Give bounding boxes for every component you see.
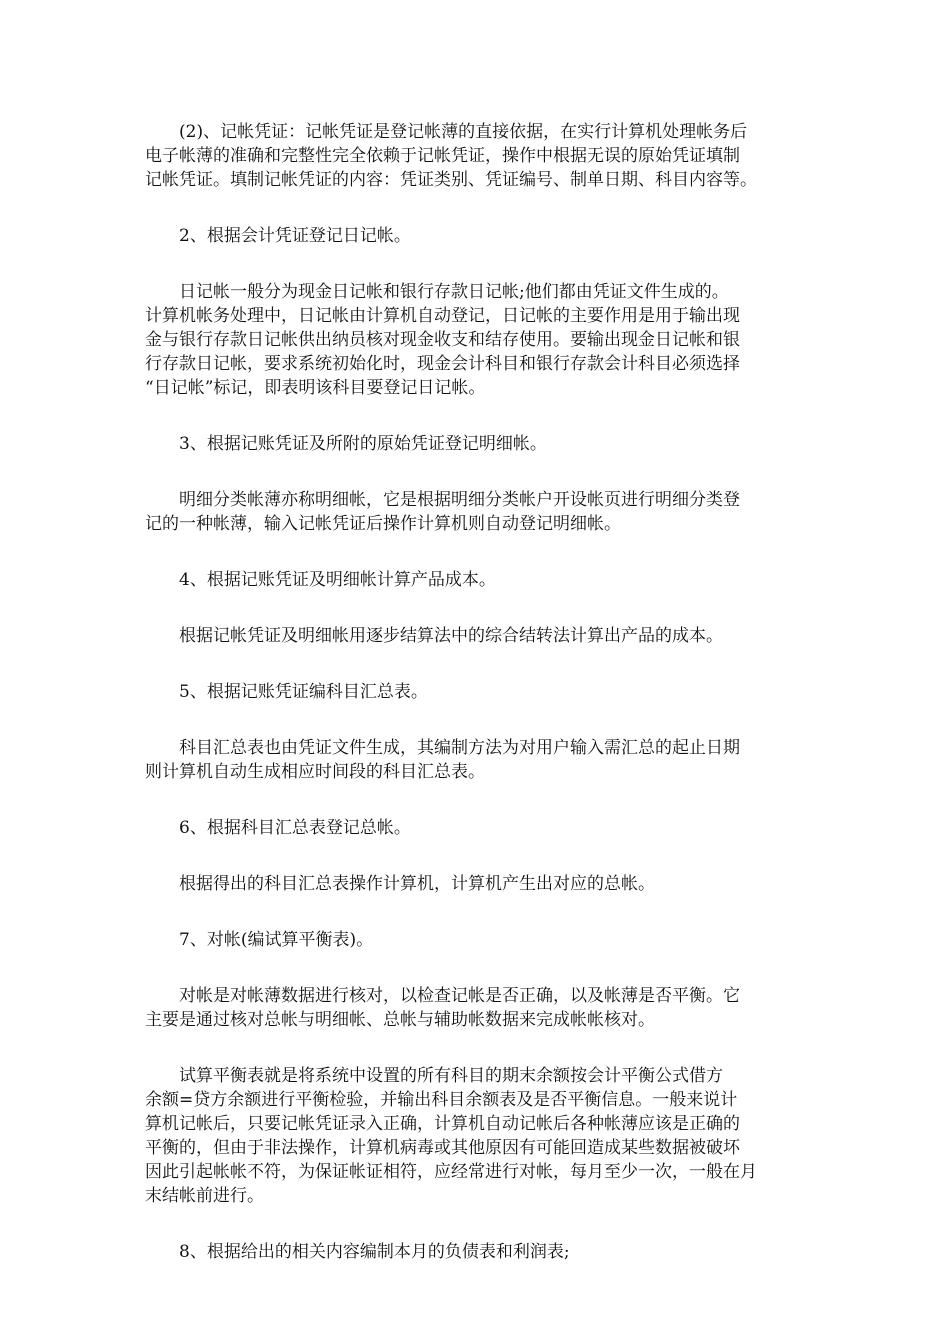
text-line: 则计算机自动生成相应时间段的科目汇总表。 bbox=[145, 762, 485, 782]
text-line: 主要是通过核对总帐与明细帐、总帐与辅助帐数据来完成帐帐核对。 bbox=[145, 1010, 655, 1030]
paragraph-gap bbox=[145, 648, 815, 680]
section-heading bbox=[145, 928, 815, 952]
paragraph-gap bbox=[145, 952, 815, 984]
text-line: 记的一种帐薄，输入记帐凭证后操作计算机则自动登记明细帐。 bbox=[145, 514, 621, 534]
text-line: 科目汇总表也由凭证文件生成，其编制方法为对用户输入需汇总的起止日期 bbox=[179, 738, 740, 758]
text-line: “日记帐”标记，即表明该科目要登记日记帐。 bbox=[145, 378, 486, 398]
text-line: 对帐是对帐薄数据进行核对，以检查记帐是否正确，以及帐薄是否平衡。它 bbox=[179, 986, 740, 1006]
section-heading bbox=[145, 224, 815, 248]
section-heading bbox=[145, 432, 815, 456]
text-line: 根据得出的科目汇总表操作计算机，计算机产生出对应的总帐。 bbox=[179, 874, 655, 894]
paragraph-gap bbox=[145, 192, 815, 224]
paragraph-gap bbox=[145, 704, 815, 736]
document-body bbox=[145, 120, 815, 1264]
text-line: 记帐凭证。填制记帐凭证的内容：凭证类别、凭证编号、制单日期、科目内容等。 bbox=[145, 170, 757, 190]
text-line: 行存款日记帐，要求系统初始化时，现金会计科目和银行存款会计科目必须选择 bbox=[145, 354, 740, 374]
text-line: 7、对帐(编试算平衡表)。 bbox=[179, 930, 374, 950]
text-line: 算机记帐后，只要记帐凭证录入正确，计算机自动记帐后各种帐薄应该是正确的 bbox=[145, 1114, 740, 1134]
text-line: 计算机帐务处理中，日记帐由计算机自动登记，日记帐的主要作用是用于输出现 bbox=[145, 306, 740, 326]
paragraph-gap bbox=[145, 784, 815, 816]
paragraph-gap bbox=[145, 840, 815, 872]
section-heading bbox=[145, 816, 815, 840]
paragraph-gap bbox=[145, 1208, 815, 1240]
text-line: (2)、记帐凭证：记帐凭证是登记帐薄的直接依据，在实行计算机处理帐务后 bbox=[179, 122, 748, 142]
paragraph-gap bbox=[145, 896, 815, 928]
text-line: 6、根据科目汇总表登记总帐。 bbox=[179, 818, 411, 838]
body-paragraph bbox=[145, 280, 815, 400]
paragraph-gap bbox=[145, 592, 815, 624]
text-line: 明细分类帐薄亦称明细帐，它是根据明细分类帐户开设帐页进行明细分类登 bbox=[179, 490, 740, 510]
text-line: 金与银行存款日记帐供出纳员核对现金收支和结存使用。要输出现金日记帐和银 bbox=[145, 330, 740, 350]
text-line: 5、根据记账凭证编科目汇总表。 bbox=[179, 682, 428, 702]
text-line: 根据记帐凭证及明细帐用逐步结算法中的综合结转法计算出产品的成本。 bbox=[179, 626, 723, 646]
paragraph-gap bbox=[145, 1032, 815, 1064]
text-line: 试算平衡表就是将系统中设置的所有科目的期末余额按会计平衡公式借方 bbox=[179, 1066, 723, 1086]
text-line: 余额=贷方余额进行平衡检验，并输出科目余额表及是否平衡信息。一般来说计 bbox=[145, 1090, 738, 1110]
paragraph-gap bbox=[145, 536, 815, 568]
body-paragraph bbox=[145, 120, 815, 192]
text-line: 日记帐一般分为现金日记帐和银行存款日记帐;他们都由凭证文件生成的。 bbox=[179, 282, 729, 302]
text-line: 末结帐前进行。 bbox=[145, 1186, 264, 1206]
paragraph-gap bbox=[145, 456, 815, 488]
section-heading bbox=[145, 680, 815, 704]
text-line: 2、根据会计凭证登记日记帐。 bbox=[179, 226, 411, 246]
body-paragraph bbox=[145, 1064, 815, 1208]
text-line: 电子帐薄的准确和完整性完全依赖于记帐凭证，操作中根据无误的原始凭证填制 bbox=[145, 146, 740, 166]
text-line: 因此引起帐帐不符，为保证帐证相符，应经常进行对帐，每月至少一次，一般在月 bbox=[145, 1162, 757, 1182]
text-line: 4、根据记账凭证及明细帐计算产品成本。 bbox=[179, 570, 496, 590]
body-paragraph bbox=[145, 624, 815, 648]
paragraph-gap bbox=[145, 248, 815, 280]
text-line: 8、根据给出的相关内容编制本月的负债表和利润表; bbox=[179, 1242, 570, 1262]
paragraph-gap bbox=[145, 400, 815, 432]
text-line: 平衡的，但由于非法操作，计算机病毒或其他原因有可能回造成某些数据被破坏 bbox=[145, 1138, 740, 1158]
body-paragraph bbox=[145, 488, 815, 536]
text-line: 3、根据记账凭证及所附的原始凭证登记明细帐。 bbox=[179, 434, 547, 454]
body-paragraph bbox=[145, 984, 815, 1032]
section-heading bbox=[145, 1240, 815, 1264]
body-paragraph bbox=[145, 872, 815, 896]
body-paragraph bbox=[145, 736, 815, 784]
section-heading bbox=[145, 568, 815, 592]
